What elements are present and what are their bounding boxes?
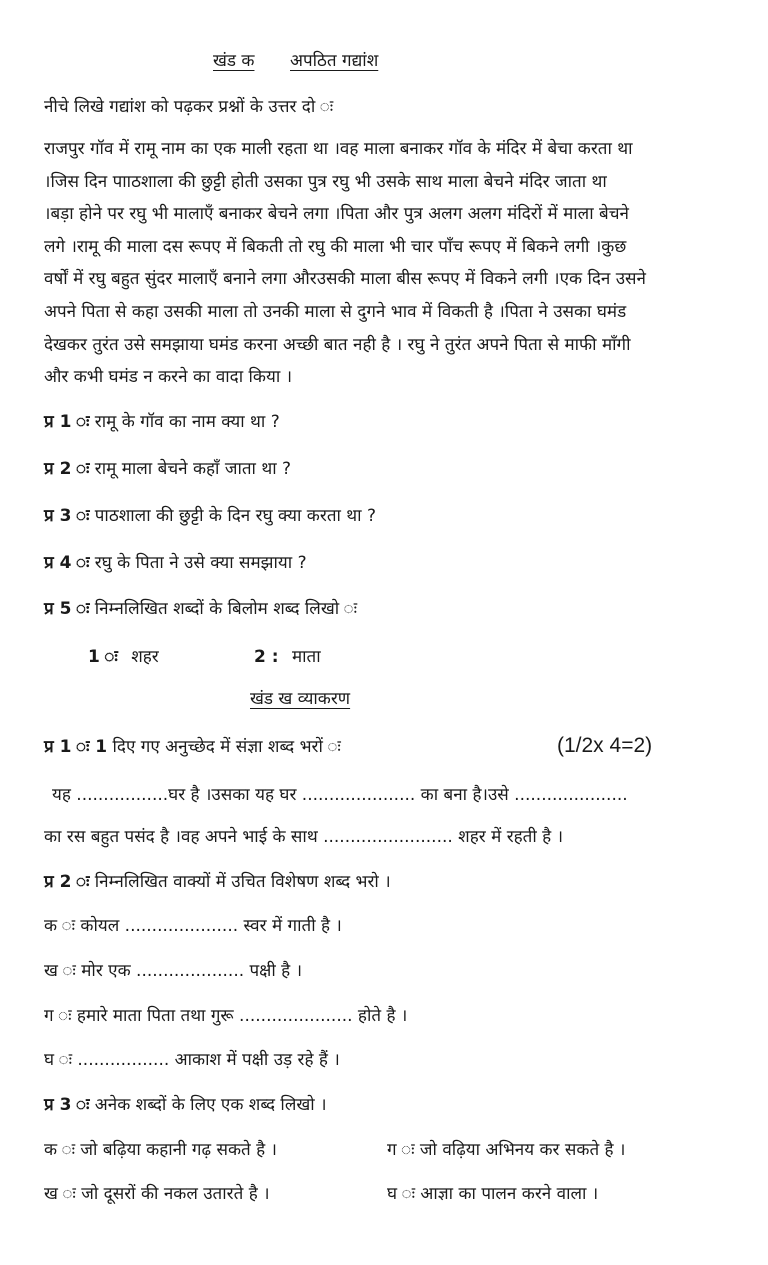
- passage-line: ।बड़ा होने पर रघु भी मालाऍं बनाकर बेचने लगा ।पिता और पुत्र अलग अलग मंदिरों में माला बेचने: [44, 204, 629, 225]
- adjective-item: क ः कोयल ..................... स्वर में गाती है ।: [44, 916, 342, 936]
- question-text: निम्नलिखित शब्दों के बिलोम शब्द लिखो ः: [94, 599, 358, 619]
- question-3: [44, 505, 376, 527]
- question-text: निम्नलिखित वाक्यों में उचित विशेषण शब्द भरो ।: [94, 872, 391, 892]
- question-number: प्र 2 ः: [44, 872, 90, 892]
- question-4: [44, 552, 307, 574]
- section-a-label: खंड क: [213, 51, 255, 71]
- antonym-number: 1 ः: [88, 647, 118, 667]
- passage-line: राजपुर गॉव में रामू नाम का एक माली रहता था ।वह माला बनाकर गॉव के मंदिर में बेचा करता था: [44, 139, 633, 159]
- antonym-1: [88, 646, 159, 668]
- question-text: रामू माला बेचने कहॉं जाता था ?: [94, 459, 292, 479]
- question-number: प्र 5 ः: [44, 599, 90, 619]
- one-word-item: ग ः जो वढ़िया अभिनय कर सकते है ।: [387, 1140, 626, 1160]
- question-number: प्र 3 ः: [44, 506, 90, 526]
- question-number: प्र 3 ः: [44, 1095, 90, 1115]
- grammar-question-1: [44, 736, 341, 758]
- question-2: [44, 458, 291, 480]
- adjective-item: घ ः ................. आकाश में पक्षी उड़ रहे हैं ।: [44, 1050, 340, 1070]
- question-5: [44, 598, 357, 620]
- antonym-word: शहर: [131, 647, 159, 667]
- passage-line: लगे ।रामू की माला दस रूपए में बिकती तो रघु की माला भी चार पॉंच रूपए में बिकने लगी ।कुछ: [44, 236, 627, 257]
- section-b-title: खंड ख व्याकरण: [250, 689, 351, 709]
- section-a-title: अपठित गद्यांश: [290, 51, 379, 71]
- question-number: प्र 4 ः: [44, 553, 90, 573]
- passage-line: अपने पिता से कहा उसकी माला तो उनकी माला से दुगने भाव में विकती है ।पिता ने उसका घमंड: [44, 301, 627, 322]
- one-word-item: घ ः आज्ञा का पालन करने वाला ।: [387, 1184, 599, 1204]
- question-number: प्र 2 ः: [44, 459, 90, 479]
- grammar-question-2: [44, 871, 391, 893]
- adjective-item: ग ः हमारे माता पिता तथा गुरू ..................... होते है ।: [44, 1006, 408, 1026]
- passage-instruction: नीचे लिखे गद्यांश को पढ़कर प्रश्नों के उत्तर दो ः: [44, 97, 334, 117]
- antonym-number: 2 :: [254, 647, 279, 667]
- marks-label: (1/2x 4=2): [557, 734, 653, 757]
- question-text: अनेक शब्दों के लिए एक शब्द लिखो ।: [94, 1095, 327, 1115]
- passage-line: देखकर तुरंत उसे समझाया घमंड करना अच्छी बात नही है । रघु ने तुरंत अपने पिता से माफी मॉंगी: [44, 334, 631, 355]
- fill-blank-line-1: यह .................घर है ।उसका यह घर ..................... का बना है।उसे .....................: [52, 785, 628, 805]
- question-number: प्र 1 ः: [44, 412, 90, 432]
- passage-line: और कभी घमंड न करने का वादा किया ।: [44, 367, 293, 388]
- question-text: पाठशाला की छुट्टी के दिन रघु क्या करता था ?: [94, 506, 377, 526]
- one-word-item: ख ः जो दूसरों की नकल उतारते है ।: [44, 1184, 270, 1204]
- antonym-word: माता: [291, 647, 321, 667]
- one-word-item: क ः जो बढ़िया कहानी गढ़ सकते है ।: [44, 1140, 277, 1160]
- antonym-2: [254, 646, 321, 668]
- question-1: [44, 411, 280, 433]
- question-text: रघु के पिता ने उसे क्या समझाया ?: [94, 553, 307, 573]
- adjective-item: ख ः मोर एक .................... पक्षी है ।: [44, 961, 303, 981]
- fill-blank-line-2: का रस बहुत पसंद है ।वह अपने भाई के साथ ........................ शहर में रहती है ।: [44, 827, 564, 847]
- passage-line: ।जिस दिन पााठशाला की छुट्टी होती उसका पुत्र रघु भी उसके साथ माला बेचने मंदिर जाता था: [44, 171, 607, 192]
- question-number: प्र 1 ः 1: [44, 737, 108, 757]
- question-text: रामू के गॉव का नाम क्या था ?: [94, 412, 280, 432]
- passage: [44, 133, 724, 394]
- passage-line: वर्षों में रघु बहुत सुंदर मालाऍं बनाने लगा औरउसकी माला बीस रूपए में विकने लगी ।एक दिन उसने: [44, 269, 646, 290]
- question-text: दिए गए अनुच्छेद में संज्ञा शब्द भरों ः: [112, 737, 341, 757]
- grammar-question-3: [44, 1094, 327, 1116]
